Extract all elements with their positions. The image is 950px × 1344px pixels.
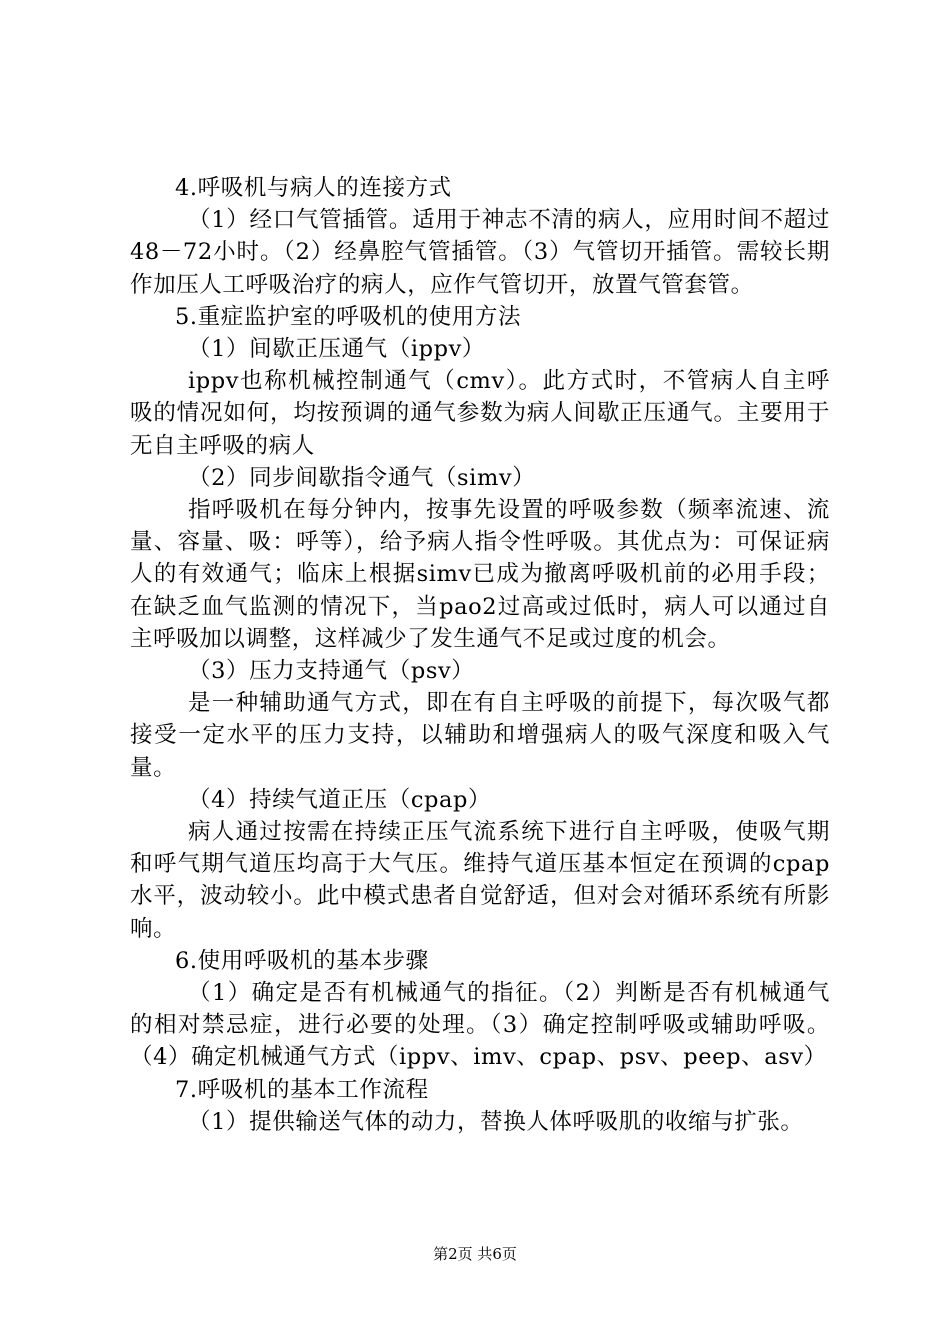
page-footer: [0, 1243, 950, 1264]
paragraph-psv: 是一种辅助通气方式，即在有自主呼吸的前提下，每次吸气都接受一定水平的压力支持，以辅助和增强病人的吸气深度和吸入气量。: [130, 690, 830, 781]
paragraph-cpap: 病人通过按需在持续正压气流系统下进行自主呼吸，使吸气期和呼气期气道压均高于大气压。维持气道压基本恒定在预调的cpap水平，波动较小。此中模式患者自觉舒适，但对会对循环系统有所影响。: [130, 819, 830, 942]
section-heading-4: 4.呼吸机与病人的连接方式: [175, 175, 452, 201]
section-heading-6: 6.使用呼吸机的基本步骤: [175, 947, 429, 974]
section-heading-5: 5.重症监护室的呼吸机的使用方法: [175, 303, 522, 330]
section-heading-7: 7.呼吸机的基本工作流程: [175, 1076, 429, 1103]
subheading-simv: （2）同步间歇指令通气（simv）: [188, 464, 536, 491]
paragraph-basic-steps: （1）确定是否有机械通气的指征。（2）判断是否有机械通气的相对禁忌症，进行必要的处理。（3）确定控制呼吸或辅助呼吸。（4）确定机械通气方式（ippv、imv、cpap、psv、peep、asv）: [130, 980, 830, 1071]
document-body: [130, 172, 830, 1138]
subheading-psv: （3）压力支持通气（psv）: [188, 658, 475, 685]
paragraph-workflow: （1）提供输送气体的动力，替换人体呼吸肌的收缩与扩张。: [188, 1108, 804, 1135]
paragraph-ippv: ippv也称机械控制通气（cmv）。此方式时，不管病人自主呼吸的情况如何，均按预调的通气参数为病人间歇正压通气。主要用于无自主呼吸的病人: [130, 368, 830, 459]
paragraph-connection-methods: （1）经口气管插管。适用于神志不清的病人，应用时间不超过48－72小时。（2）经鼻腔气管插管。（3）气管切开插管。需较长期作加压人工呼吸治疗的病人，应作气管切开，放置气管套管。: [130, 207, 830, 298]
paragraph-simv: 指呼吸机在每分钟内，按事先设置的呼吸参数（频率流速、流量、容量、吸：呼等），给予病人指令性呼吸。其优点为：可保证病人的有效通气；临床上根据simv已成为撤离呼吸机前的必用手段；在缺乏血气监测的情况下，当pao2过高或过低时，病人可以通过自主呼吸加以调整，这样减少了发生通气不足或过度的机会。: [130, 497, 830, 652]
page-number-label: 第2页 共6页: [433, 1245, 517, 1263]
subheading-cpap: （4）持续气道正压（cpap）: [188, 786, 492, 813]
subheading-ippv: （1）间歇正压通气（ippv）: [188, 336, 486, 363]
